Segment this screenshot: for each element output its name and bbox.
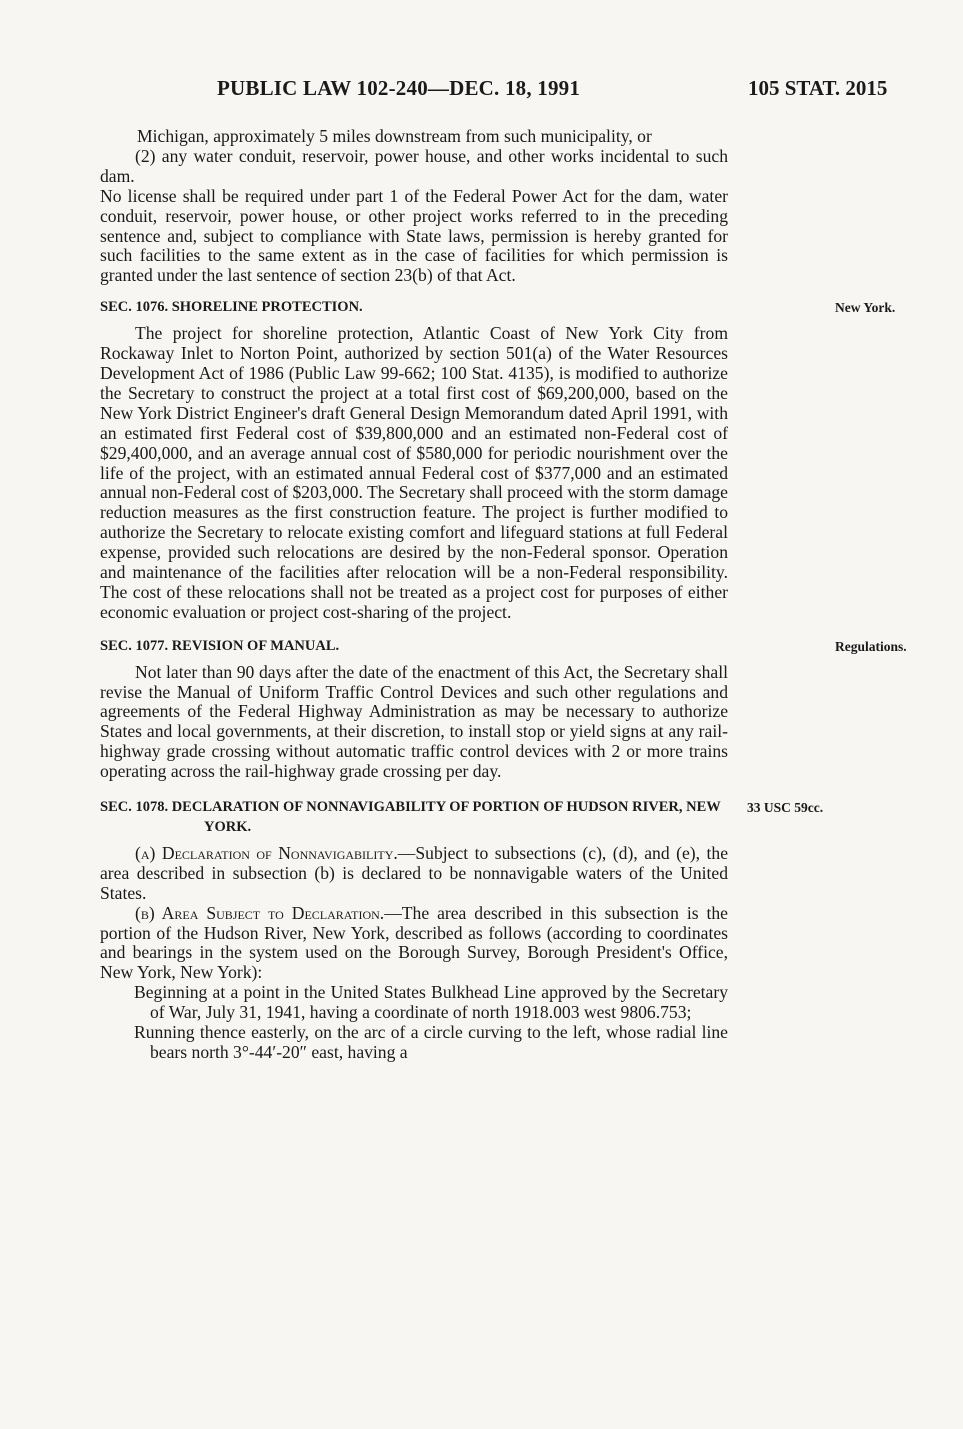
- margin-note-usc: 33 USC 59cc.: [747, 800, 824, 816]
- subsection-a-label: (a) Declaration of Nonnavigability.: [135, 842, 398, 863]
- section-1076-text: The project for shoreline protection, Atlantic Coast of New York City from Rockaway Inlet to Norton Point, authorized by section 501(a) of the Water Resources Development Act of 1986 (Public Law 99-662; 100 Stat. 4135), is modified to authorize the Secretary to construct the project at a total first cost of $69,200,000, based on the New York District Engineer's draft General Design Memorandum dated April 1991, with an estimated first Federal cost of $39,800,000 and an estimated non-Federal cost of $29,400,000, and an average annual cost of $580,000 for periodic nourishment over the life of the project, with an estimated annual Federal cost of $377,000 and an estimated annual non-Federal cost of $203,000. The Secretary shall proceed with the storm damage reduction measures as the first construction feature. The project is further modified to authorize the Secretary to relocate existing comfort and lifeguard stations at full Federal expense, provided such relocations are desired by the non-Federal sponsor. Operation and maintenance of the facilities after relocation will be a non-Federal responsibility. The cost of these relocations shall not be treated as a project cost for purposes of either economic evaluation or project cost-sharing of the project.: [100, 323, 728, 622]
- law-title: PUBLIC LAW 102-240—DEC. 18, 1991: [217, 76, 581, 100]
- subsection-b: [100, 904, 728, 984]
- body-text: [100, 126, 907, 1063]
- boundary-beginning: Beginning at a point in the United States Bulkhead Line approved by the Secretary of War, July 31, 1941, having a coordinate of north 1918.003 west 9806.753;: [134, 982, 728, 1023]
- section-1078-title: SEC. 1078. DECLARATION OF NONNAVIGABILITY OF PORTION OF HUDSON RIVER, NEW YORK.: [100, 799, 721, 835]
- subsection-b-text: —The area described in this subsection is the portion of the Hudson River, New York, described as follows (according to coordinates and bearings in the system used on the Borough Survey, Borough President's Office, New York, New York):: [100, 902, 728, 983]
- running-header: [0, 76, 963, 106]
- section-1077-title: SEC. 1077. REVISION OF MANUAL.: [100, 637, 340, 654]
- boundary-running: Running thence easterly, on the arc of a circle curving to the left, whose radial line bears north 3°-44′-20″ east, having a: [134, 1022, 728, 1062]
- stat-page-number: 105 STAT. 2015: [748, 76, 888, 100]
- intro-item-2: (2) any water conduit, reservoir, power house, and other works incidental to such dam.: [100, 145, 728, 186]
- section-1078-heading: [100, 798, 824, 838]
- section-1076-heading: [100, 298, 896, 318]
- subsection-b-label: (b) Area Subject to Declaration.: [135, 902, 385, 923]
- margin-note-regulations: Regulations.: [835, 638, 907, 654]
- section-1076-title: SEC. 1076. SHORELINE PROTECTION.: [100, 299, 363, 316]
- subsection-a: [100, 844, 728, 904]
- subsection-a-text: —Subject to subsections (c), (d), and (e), the area described in subsection (b) is declared to be nonnavigable waters of the United States.: [100, 842, 729, 903]
- section-1077-text: Not later than 90 days after the date of the enactment of this Act, the Secretary shall revise the Manual of Uniform Traffic Control Devices and such other regulations and agreements of the Federal Highway Administration as may be necessary to authorize States and local governments, at their discretion, to install stop or yield signs at any rail-highway grade crossing without automatic traffic control devices with 2 or more trains operating across the rail-highway grade crossing per day.: [100, 661, 728, 782]
- section-1077-heading: [100, 637, 907, 657]
- intro-continuation: Michigan, approximately 5 miles downstream from such municipality, or: [137, 126, 652, 146]
- intro-paragraph: No license shall be required under part 1 of the Federal Power Act for the dam, water conduit, reservoir, power house, or other project works referred to in the preceding sentence and, subject to compliance with State laws, permission is hereby granted for such facilities to the same extent as in the case of facilities for which permission is granted under the last sentence of section 23(b) of that Act.: [100, 185, 728, 286]
- margin-note-new-york: New York.: [835, 300, 896, 316]
